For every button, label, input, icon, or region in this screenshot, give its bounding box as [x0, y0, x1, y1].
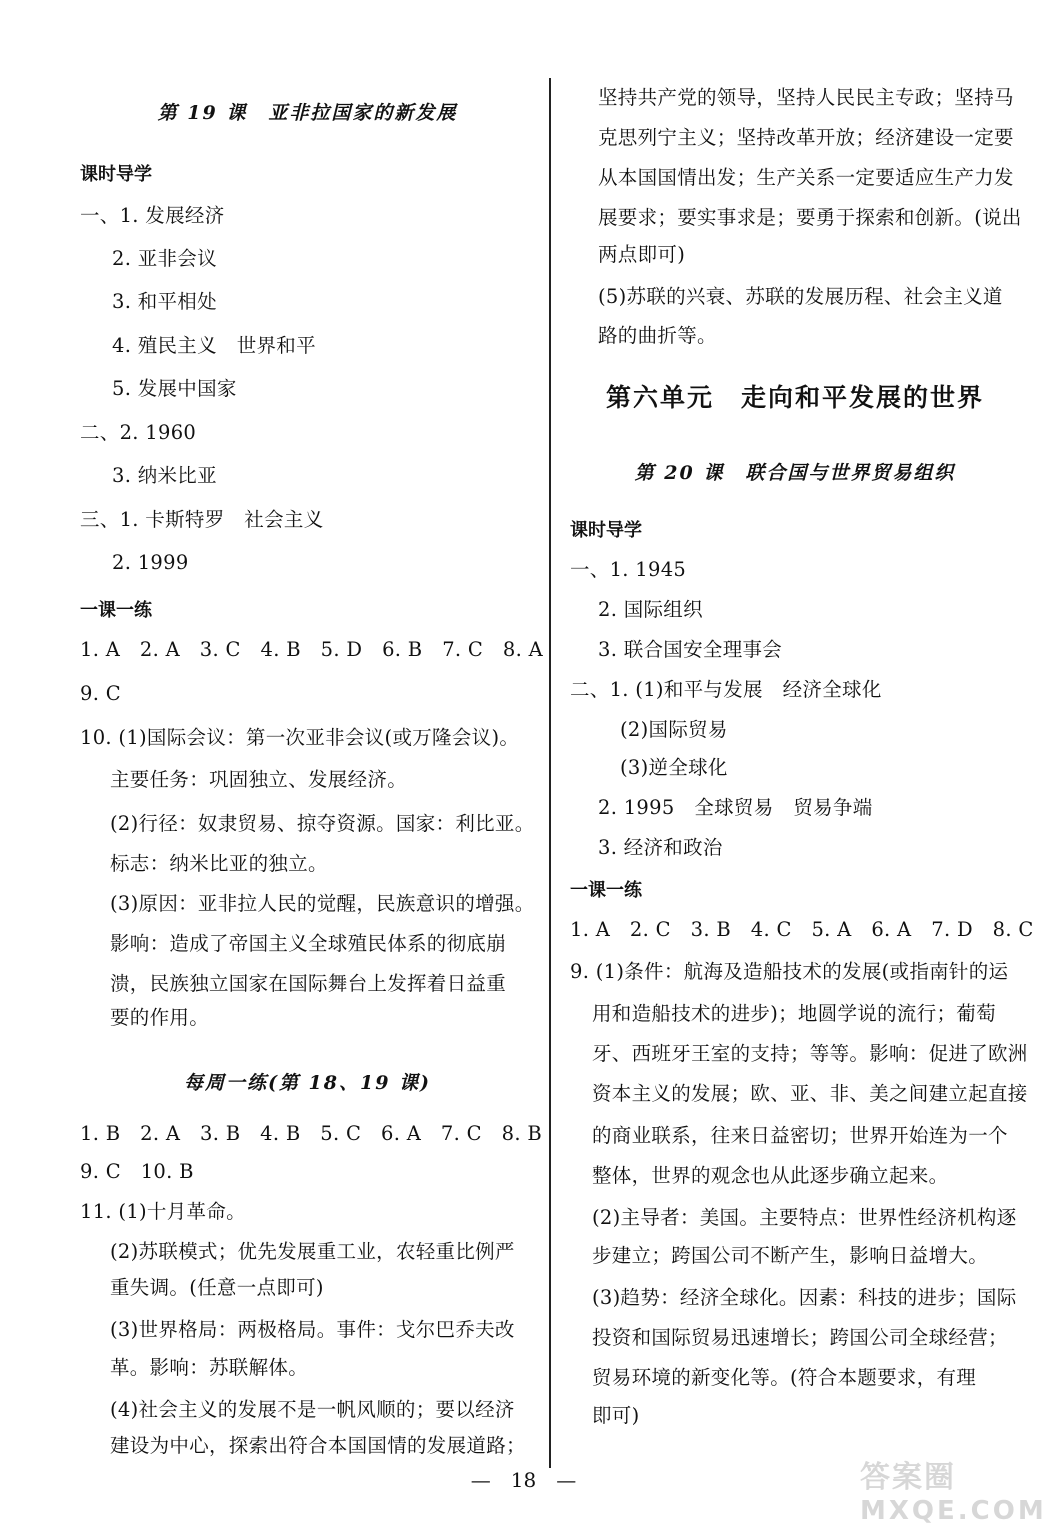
q11-cont-line: 坚持共产党的领导，坚持人民民主专政；坚持马: [598, 86, 1014, 109]
q10-line: 溃，民族独立国家在国际舞台上发挥着日益重: [110, 972, 507, 995]
guide-line: 一、1. 1945: [570, 558, 687, 581]
guide-heading-20: 课时导学: [570, 520, 642, 541]
q11-cont-line: (5)苏联的兴衰、苏联的发展历程、社会主义道: [598, 285, 1003, 308]
page-number: — 18 —: [470, 1468, 577, 1492]
q9-line: 资本主义的发展；欧、亚、非、美之间建立起直接: [592, 1082, 1028, 1105]
guide-line: 2. 1995 全球贸易 贸易争端: [598, 796, 873, 819]
watermark-logo: [860, 1452, 1047, 1532]
q11-cont-line: 展要求；要实事求是；要勇于探索和创新。(说出: [598, 206, 1022, 229]
guide-line: 二、1. (1)和平与发展 经济全球化: [570, 678, 882, 701]
guide-line: (3)逆全球化: [620, 756, 728, 779]
q11-cont-line: 从本国国情出发；生产关系一定要适应生产力发: [598, 166, 1014, 189]
practice-answers: 1. A 2. C 3. B 4. C 5. A 6. A 7. D 8. C: [570, 918, 1034, 941]
q9-line: 的商业联系，往来日益密切；世界开始连为一个: [592, 1124, 1008, 1147]
watermark-url: MXQE.COM: [860, 1496, 1047, 1526]
q9-line: 即可): [592, 1404, 640, 1427]
weekly-answers: 1. B 2. A 3. B 4. B 5. C 6. A 7. C 8. B: [80, 1122, 542, 1145]
q10-line: 要的作用。: [110, 1006, 210, 1029]
guide-line: 一、1. 发展经济: [80, 204, 225, 227]
q11-line: (2)苏联模式；优先发展重工业，农轻重比例严: [110, 1240, 515, 1263]
column-divider: [549, 78, 551, 1468]
weekly-answers: 9. C 10. B: [80, 1160, 194, 1183]
q10-line: 主要任务：巩固独立、发展经济。: [110, 768, 408, 791]
q11-line: 11. (1)十月革命。: [80, 1200, 246, 1223]
practice-heading-19: 一课一练: [80, 600, 152, 621]
guide-heading-19: 课时导学: [80, 164, 152, 185]
practice-answers: 9. C: [80, 682, 121, 705]
q10-line: 10. (1)国际会议：第一次亚非会议(或万隆会议)。: [80, 726, 520, 749]
unit-six-title: 第六单元 走向和平发展的世界: [605, 383, 984, 412]
q9-line: 整体，世界的观念也从此逐步确立起来。: [592, 1164, 949, 1187]
q9-line: 9. (1)条件：航海及造船技术的发展(或指南针的运: [570, 960, 1009, 983]
guide-line: 2. 亚非会议: [112, 247, 217, 270]
q9-line: 牙、西班牙王室的支持；等等。影响：促进了欧洲: [592, 1042, 1028, 1065]
weekly-practice-title: 每周一练(第 18、19 课): [183, 1072, 432, 1094]
q10-line: (2)行径：奴隶贸易、掠夺资源。国家：利比亚。: [110, 812, 535, 835]
q9-line: 用和造船技术的进步)；地圆学说的流行；葡萄: [592, 1002, 996, 1025]
q11-line: 建设为中心，探索出符合本国国情的发展道路；: [110, 1434, 526, 1457]
guide-line: 2. 1999: [112, 551, 189, 574]
guide-line: 三、1. 卡斯特罗 社会主义: [80, 508, 324, 531]
q11-line: 革。影响：苏联解体。: [110, 1356, 309, 1379]
q11-cont-line: 克思列宁主义；坚持改革开放；经济建设一定要: [598, 126, 1014, 149]
q11-line: 重失调。(任意一点即可): [110, 1276, 324, 1299]
q9-line: 贸易环境的新变化等。(符合本题要求，有理: [592, 1366, 977, 1389]
q11-cont-line: 两点即可): [598, 243, 686, 266]
guide-line: 3. 联合国安全理事会: [598, 638, 783, 661]
guide-line: (2)国际贸易: [620, 718, 728, 741]
guide-line: 4. 殖民主义 世界和平: [112, 334, 316, 357]
guide-line: 3. 经济和政治: [598, 836, 723, 859]
q9-line: 投资和国际贸易迅速增长；跨国公司全球经营；: [592, 1326, 1008, 1349]
guide-line: 二、2. 1960: [80, 421, 197, 444]
q9-line: (2)主导者：美国。主要特点：世界性经济机构逐: [592, 1206, 1017, 1229]
watermark-logo-text: 答案圈: [860, 1460, 956, 1495]
lesson-19-title: 第 19 课 亚非拉国家的新发展: [157, 102, 458, 124]
practice-heading-20: 一课一练: [570, 880, 642, 901]
q11-line: (3)世界格局：两极格局。事件：戈尔巴乔夫改: [110, 1318, 515, 1341]
practice-answers: 1. A 2. A 3. C 4. B 5. D 6. B 7. C 8. A: [80, 638, 544, 661]
q10-line: 标志：纳米比亚的独立。: [110, 852, 328, 875]
q9-line: 步建立；跨国公司不断产生，影响日益增大。: [592, 1244, 989, 1267]
guide-line: 2. 国际组织: [598, 598, 703, 621]
q11-line: (4)社会主义的发展不是一帆风顺的；要以经济: [110, 1398, 515, 1421]
q9-line: (3)趋势：经济全球化。因素：科技的进步；国际: [592, 1286, 1017, 1309]
guide-line: 3. 和平相处: [112, 290, 217, 313]
q10-line: (3)原因：亚非拉人民的觉醒，民族意识的增强。: [110, 892, 535, 915]
q10-line: 影响：造成了帝国主义全球殖民体系的彻底崩: [110, 932, 507, 955]
q11-cont-line: 路的曲折等。: [598, 324, 717, 347]
guide-line: 5. 发展中国家: [112, 377, 237, 400]
lesson-20-title: 第 20 课 联合国与世界贸易组织: [634, 462, 956, 484]
guide-line: 3. 纳米比亚: [112, 464, 217, 487]
